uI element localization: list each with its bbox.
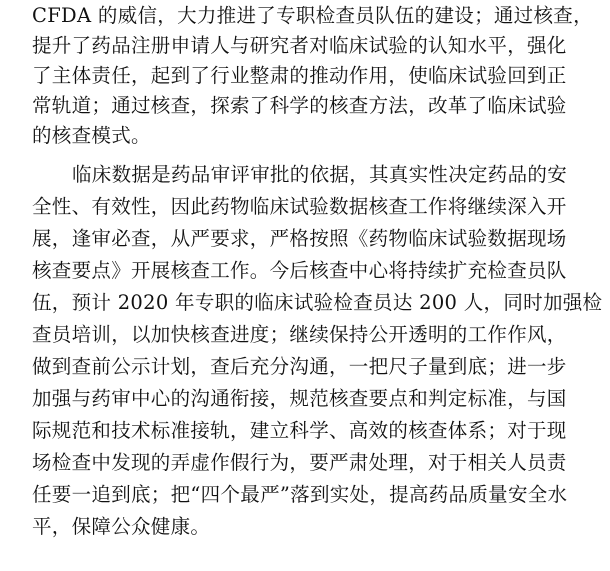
- text-line: 查员培训，以加快核查进度；继续保持公开透明的工作作风，: [32, 323, 567, 346]
- text-line: 伍，预计 2020 年专职的临床试验检查员达 200 人，同时加强检: [32, 291, 603, 314]
- text-line: 际规范和技术标准接轨，建立科学、高效的核查体系；对于现: [32, 419, 567, 442]
- text-line: 临床数据是药品审评审批的依据，其真实性决定药品的安: [72, 163, 568, 186]
- text-line: 的核查模式。: [32, 124, 151, 147]
- text-line: 了主体责任，起到了行业整肃的推动作用，使临床试验回到正: [32, 64, 567, 87]
- text-line: 加强与药审中心的沟通衔接，规范核查要点和判定标准，与国: [32, 387, 567, 410]
- text-line: 做到查前公示计划，查后充分沟通，一把尺子量到底；进一步: [32, 355, 567, 378]
- text-line: 全性、有效性，因此药物临床试验数据核查工作将继续深入开: [32, 195, 567, 218]
- text-line: 展，逢审必查，从严要求，严格按照《药物临床试验数据现场: [32, 227, 567, 250]
- text-line: 核查要点》开展核查工作。今后核查中心将持续扩充检查员队: [32, 259, 567, 282]
- text-line: 任要一追到底；把“四个最严”落到实处，提高药品质量安全水: [32, 483, 568, 506]
- text-line: 常轨道；通过核查，探索了科学的核查方法，改革了临床试验: [32, 94, 567, 117]
- text-line: 平，保障公众健康。: [32, 515, 211, 538]
- text-line: 提升了药品注册申请人与研究者对临床试验的认知水平，强化: [32, 34, 567, 57]
- text-line: CFDA 的威信，大力推进了专职检查员队伍的建设；通过核查，: [32, 4, 593, 27]
- text-line: 场检查中发现的弄虚作假行为，要严肃处理，对于相关人员责: [32, 451, 567, 474]
